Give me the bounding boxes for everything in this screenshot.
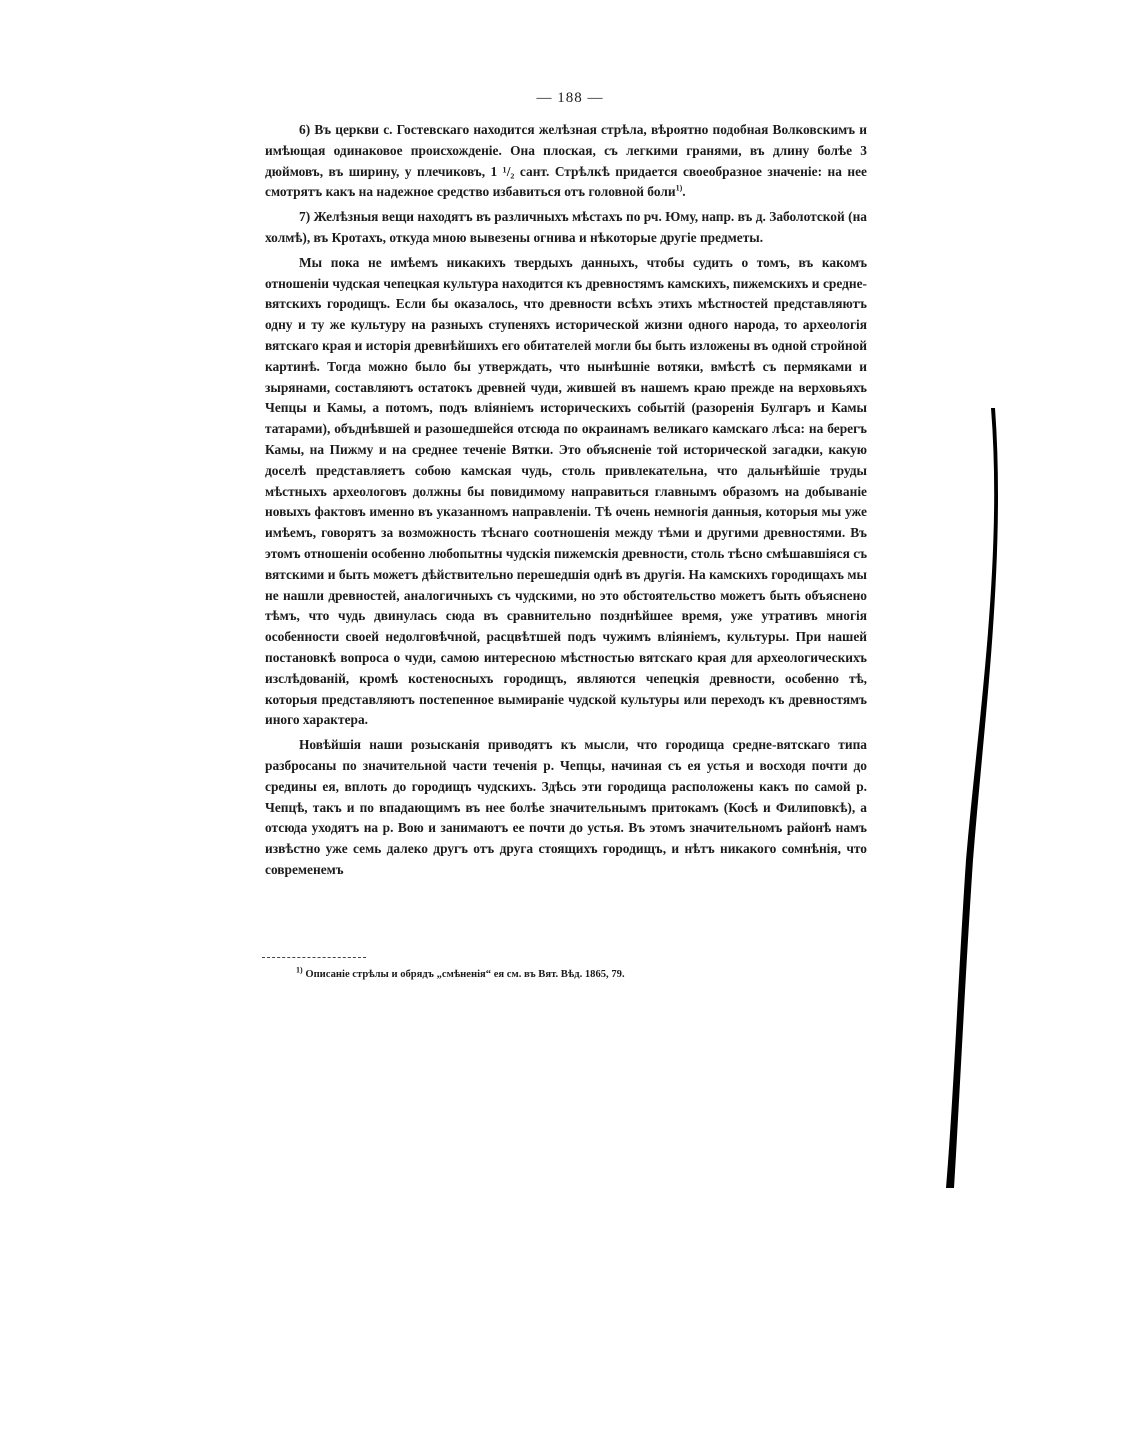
footnote-reference: 1) <box>675 183 683 193</box>
footnote-marker: 1) <box>296 965 303 975</box>
paragraph-1-text: 6) Въ церкви с. Гостевскаго находится желѣзная стрѣла, вѣроятно подобная Волковскимъ и имѣющая одинаковое происхожденіе. Она плоская, съ легкими гранями, въ длину болѣе 3 дюймовъ, въ ширину, у плечиковъ, 1 ¹/₂ сант. Стрѣлкѣ придается своеобразное значеніе: на нее смотрятъ какъ на надежное средство избавиться отъ головной боли <box>265 122 867 200</box>
paragraph-2: 7) Желѣзныя вещи находятъ въ различныхъ мѣстахъ по рч. Юму, напр. въ д. Заболотской (на холмѣ), въ Кротахъ, откуда мною вывезены огнива и нѣкоторые другіе предметы. <box>265 209 867 245</box>
paragraph-1-tail: . <box>682 184 686 200</box>
paragraph-4: Новѣйшія наши розысканія приводятъ къ мысли, что городища средне-вятскаго типа разбросаны по значительной части теченія р. Чепцы, начиная съ ея устья и восходя почти до средины ея, вплоть до городищъ чудскихъ. Здѣсь эти городища расположены какъ по самой р. Чепцѣ, такъ и по впадающимъ въ нее болѣе значительнымъ притокамъ (Косѣ и Филиповкѣ), а отсюда уходятъ на р. Вою и занимаютъ ее почти до устья. Въ этомъ значительномъ районѣ намъ извѣстно уже семь далеко другъ отъ друга стоящихъ городищъ, и нѣтъ никакого сомнѣнія, что современемъ <box>265 737 867 877</box>
footnote <box>296 965 856 982</box>
body-text <box>265 120 867 885</box>
paragraph-3: Мы пока не имѣемъ никакихъ твердыхъ данныхъ, чтобы судить о томъ, въ какомъ отношеніи чудская чепецкая культура находится къ древностямъ камскихъ, пижемскихъ и средне-вятскихъ городищъ. Если бы оказалось, что древности всѣхъ этихъ мѣстностей представляютъ одну и ту же культуру на разныхъ ступеняхъ исторической жизни одного народа, то археологія вятскаго края и исторія древнѣйшихъ его обитателей могли бы быть изложены въ одной стройной картинѣ. Тогда можно было бы утверждать, что нынѣшніе вотяки, вмѣстѣ съ пермяками и зырянами, составляютъ остатокъ древней чуди, жившей въ нашемъ краю прежде на верховьяхъ Чепцы и Камы, а потомъ, подъ вліяніемъ историческихъ событій (разоренія Булгаръ и Камы татарами), объднѣвшей и разошедшейся отсюда по окраинамъ великаго камскаго лѣса: на берегъ Камы, на Пижму и на среднее теченіе Вятки. Это объясненіе той исторической загадки, какую доселѣ представляетъ собою камская чудь, столь привлекательна, что дальнѣйшіе труды мѣстныхъ археологовъ должны бы повидимому направиться главнымъ образомъ на добываніе новыхъ фактовъ именно въ указанномъ направленіи. Тѣ очень немногія данныя, которыя мы уже имѣемъ, говорятъ за возможность тѣснаго соотношенія между тѣми и другими древностями. Въ этомъ отношеніи особенно любопытны чудскія пижемскія древности, столь тѣсно смѣшавшіяся съ вятскими и быть можетъ дѣйствительно перешедшія однѣ въ другія. На камскихъ городищахъ мы не нашли древностей, аналогичныхъ съ чудскими, но это обстоятельство можетъ быть объяснено тѣмъ, что чудь двинулась сюда въ сравнительно позднѣйшее время, уже утративъ многія особенности своей недолговѣчной, расцвѣтшей подъ чужимъ вліяніемъ, культуры. При нашей постановкѣ вопроса о чуди, самою интересною мѣстностью вятскаго края для археологическихъ изслѣдованій, кромѣ костеносныхъ городищъ, являются чепецкія древности, особенно тѣ, которыя представляютъ постепенное вымираніе чудской культуры или переходъ къ древностямъ иного характера. <box>265 254 867 728</box>
footnote-text: Описаніе стрѣлы и обрядъ „смѣненія“ ея см. въ Вят. Вѣд. 1865, 79. <box>305 969 625 980</box>
paragraph-1 <box>265 120 867 203</box>
footnote-divider <box>262 957 366 958</box>
page-number: — 188 — <box>536 90 604 106</box>
